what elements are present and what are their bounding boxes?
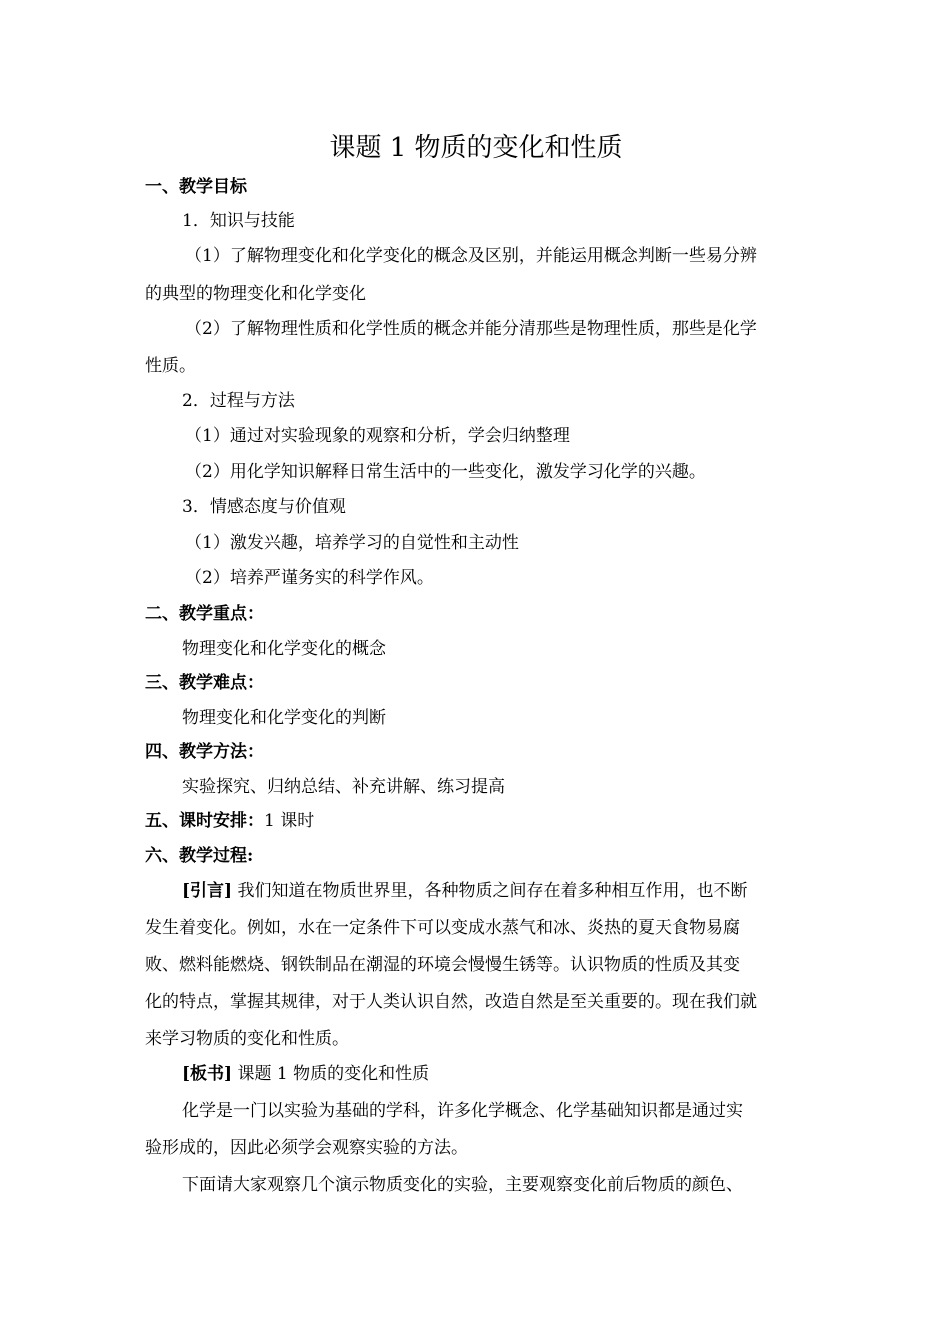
paragraph-line: 性质。 xyxy=(145,356,196,376)
document-title: 课题 1 物质的变化和性质 xyxy=(329,133,623,163)
paragraph-line: 物理变化和化学变化的判断 xyxy=(182,708,386,728)
paragraph-line: 发生着变化。例如，水在一定条件下可以变成水蒸气和冰、炎热的夏天食物易腐 xyxy=(145,918,740,938)
paragraph-line: 来学习物质的变化和性质。 xyxy=(145,1029,349,1049)
subheading-knowledge-skills: 1．知识与技能 xyxy=(182,211,295,231)
paragraph-line: 实验探究、归纳总结、补充讲解、练习提高 xyxy=(182,777,505,797)
section-heading-schedule xyxy=(145,809,314,833)
section-heading-process: 六、教学过程: xyxy=(145,846,254,866)
paragraph-line: 验形成的，因此必须学会观察实验的方法。 xyxy=(145,1138,468,1158)
schedule-label: 五、课时安排： xyxy=(145,811,264,831)
paragraph-line: 下面请大家观察几个演示物质变化的实验，主要观察变化前后物质的颜色、 xyxy=(182,1175,743,1195)
paragraph-line: （2）了解物理性质和化学性质的概念并能分清那些是物理性质，那些是化学 xyxy=(185,319,757,339)
subheading-process-methods: 2．过程与方法 xyxy=(182,391,295,411)
intro-text: 我们知道在物质世界里，各种物质之间存在着多种相互作用，也不断 xyxy=(232,881,748,901)
board-text: 课题 1 物质的变化和性质 xyxy=(232,1064,430,1084)
paragraph-line: 化学是一门以实验为基础的学科，许多化学概念、化学基础知识都是通过实 xyxy=(182,1101,743,1121)
paragraph-line: 的典型的物理变化和化学变化 xyxy=(145,284,366,304)
paragraph-line: 化的特点，掌握其规律，对于人类认识自然，改造自然是至关重要的。现在我们就 xyxy=(145,992,757,1012)
paragraph-line: （1）通过对实验现象的观察和分析，学会归纳整理 xyxy=(185,426,570,446)
paragraph-line: （1）激发兴趣，培养学习的自觉性和主动性 xyxy=(185,533,519,553)
section-heading-objectives: 一、教学目标 xyxy=(145,177,247,197)
subheading-attitude-values: 3．情感态度与价值观 xyxy=(182,497,346,517)
section-heading-difficulties: 三、教学难点： xyxy=(145,673,264,693)
paragraph-line: （2）培养严谨务实的科学作风。 xyxy=(185,568,434,588)
section-heading-methods: 四、教学方法： xyxy=(145,742,264,762)
board-line xyxy=(182,1062,429,1086)
section-heading-key-points: 二、教学重点： xyxy=(145,604,264,624)
board-tag: [板书] xyxy=(182,1064,233,1084)
intro-paragraph-line xyxy=(182,879,748,903)
schedule-value: 1 课时 xyxy=(264,811,315,831)
paragraph-line: （1）了解物理变化和化学变化的概念及区别，并能运用概念判断一些易分辨 xyxy=(185,246,757,266)
paragraph-line: （2）用化学知识解释日常生活中的一些变化，激发学习化学的兴趣。 xyxy=(185,462,706,482)
intro-tag: [引言] xyxy=(182,881,233,901)
paragraph-line: 败、燃料能燃烧、钢铁制品在潮湿的环境会慢慢生锈等。认识物质的性质及其变 xyxy=(145,955,740,975)
paragraph-line: 物理变化和化学变化的概念 xyxy=(182,639,386,659)
